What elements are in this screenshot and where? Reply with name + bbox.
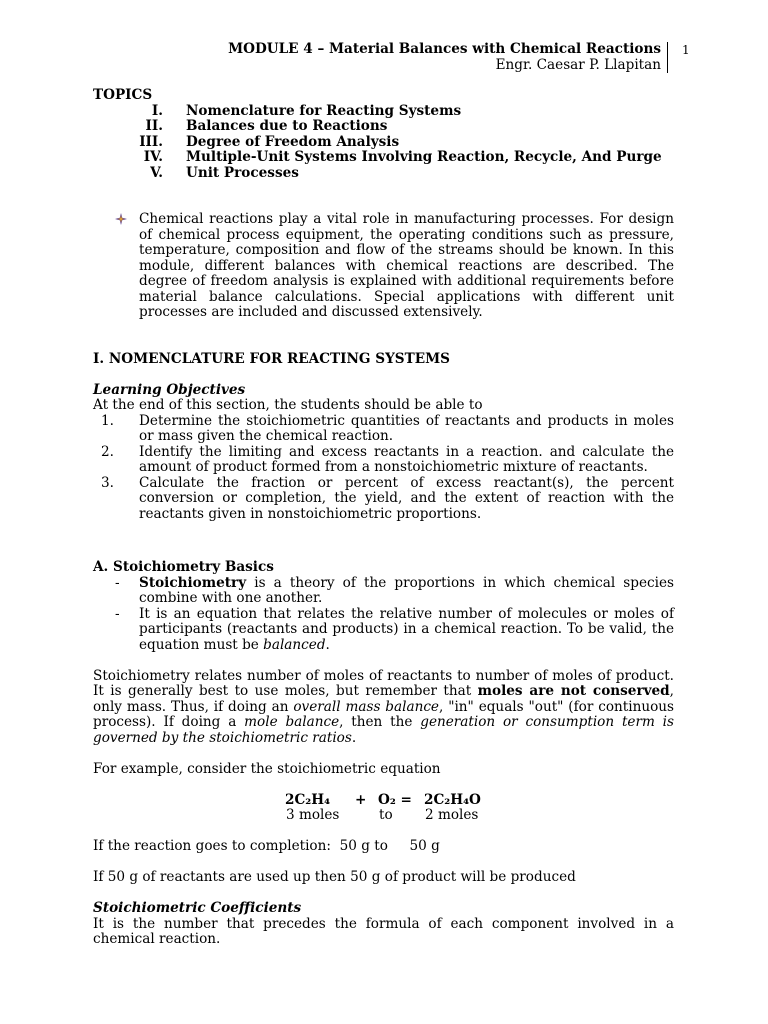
completion-text: If the reaction goes to completion: 50 g to 50 g [93, 838, 440, 854]
page-number: 1 [682, 43, 690, 57]
topic-text: Nomenclature for Reacting Systems [186, 102, 462, 119]
equation-product: 2C₂H₄O [424, 791, 481, 808]
coefficients-text: It is the number that precedes the formula of each component involved in a chemical reaction. [93, 915, 674, 947]
objective-text: Identify the limiting and excess reactants in a reaction. and calculate the amount of product formed from a nonstoichiometric mixture of reactants. [139, 443, 674, 475]
star-bullet-icon [115, 213, 127, 225]
topics-list [93, 104, 674, 182]
equation-moles2: 2 moles [425, 807, 479, 823]
equation-plus: + [355, 791, 367, 808]
equation-reactant1: 2C₂H₄ [285, 791, 331, 808]
page-header [228, 42, 668, 73]
topic-text: Balances due to Reactions [186, 118, 388, 134]
definition-text: It is an equation that relates the relative number of molecules or moles of participants (reactants and products) in a chemical reaction. To be valid, the equation must be [139, 605, 674, 653]
topic-text: Degree of Freedom Analysis [186, 133, 400, 150]
mass-text: If 50 g of reactants are used up then 50 g of product will be produced [93, 869, 576, 885]
stoichiometry-paragraph: Stoichiometry relates number of moles of reactants to number of moles of product. It is generally best to use moles, but remember that moles are not conserved, only mass. Thus, if doing an overall mass balance, "in" equals "out" (for continuous process). If doing a mole balance, then the generation or consumption term is governed by the stoichiometric ratios. [93, 667, 675, 746]
definition-item: - Stoichiometry is a theory of the proportions in which chemical species combine with one another. [115, 574, 674, 606]
topic-numeral: I. [151, 102, 163, 119]
objective-number: 3. [101, 474, 114, 491]
term-stoichiometry: Stoichiometry [139, 574, 247, 591]
objectives-title: Learning Objectives [93, 381, 246, 398]
emphasis-balanced: balanced [263, 636, 326, 653]
topic-item [93, 119, 674, 135]
equation-moles1: 3 moles [286, 807, 340, 823]
objective-item [93, 476, 674, 523]
objective-text: Calculate the fraction or percent of excess reactant(s), the percent conversion or completion, the yield, and the extent of reaction with the reactants given in nonstoichiometric proportions. [139, 474, 674, 522]
emphasis-moles-not-conserved: moles are not conserved [477, 683, 670, 699]
chemical-equation [93, 793, 674, 824]
document-body [93, 88, 674, 948]
objective-item [93, 414, 674, 445]
objective-item [93, 445, 674, 476]
topic-item [93, 104, 674, 120]
coefficients-title: Stoichiometric Coefficients [93, 900, 302, 916]
intro-text: Chemical reactions play a vital role in manufacturing processes. For design of chemical process equipment, the operating conditions such as pressure, temperature, composition and flow of the streams should be known. In this module, different balances with chemical reactions are described. The degree of freedom analysis is explained with additional requirements before material balance calculations. Special applications with different unit processes are included and discussed extensively. [139, 211, 674, 320]
objective-number: 2. [101, 443, 114, 460]
topics-heading: TOPICS [93, 87, 153, 103]
section-heading: I. NOMENCLATURE FOR REACTING SYSTEMS [93, 350, 450, 367]
objectives-lead: At the end of this section, the students should be able to [93, 397, 483, 413]
module-title: MODULE 4 – Material Balances with Chemical Reactions [228, 41, 661, 57]
topic-text: Unit Processes [186, 164, 299, 181]
definition-item: - It is an equation that relates the relative number of molecules or moles of participants (reactants and products) in a chemical reaction. To be valid, the equation must be balanced. [115, 605, 674, 653]
equation-reactant2: O₂ = [378, 791, 412, 808]
objective-text: Determine the stoichiometric quantities of reactants and products in moles or mass given the chemical reaction. [139, 412, 674, 444]
topic-item [93, 135, 674, 151]
topic-item [93, 150, 674, 166]
topic-numeral: V. [150, 164, 163, 181]
objective-number: 1. [101, 412, 114, 429]
intro-paragraph [93, 212, 674, 321]
topic-numeral: II. [145, 118, 163, 134]
example-lead: For example, consider the stoichiometric equation [93, 760, 441, 777]
topic-text: Multiple-Unit Systems Involving Reaction, Recycle, And Purge [186, 149, 662, 165]
subsection-heading: A. Stoichiometry Basics [93, 559, 274, 575]
equation-to: to [379, 807, 393, 823]
author-name: Engr. Caesar P. Llapitan [495, 56, 661, 73]
topic-item [93, 166, 674, 182]
topic-numeral: III. [139, 133, 163, 150]
definition-text: is a theory of the proportions in which chemical species combine with one another. [139, 574, 674, 606]
topic-numeral: IV. [143, 149, 163, 165]
